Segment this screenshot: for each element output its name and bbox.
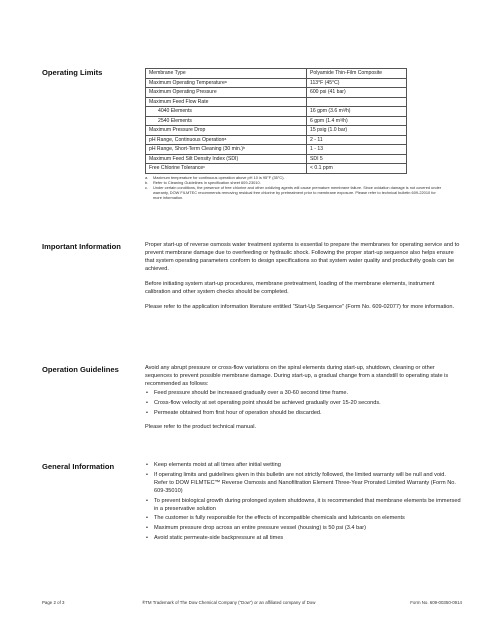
operating-limits-body (145, 68, 461, 200)
spec-value: 15 psig (1.0 bar) (307, 126, 407, 136)
bullet-icon: • (146, 471, 148, 478)
spec-value: 2 - 11 (307, 135, 407, 145)
spec-row (146, 135, 407, 145)
spec-value: 600 psi (41 bar) (307, 88, 407, 98)
spec-label: Maximum Operating Temperatureᵃ (146, 78, 307, 88)
footnote-label: c. (145, 184, 149, 190)
paragraph: Before initiating system start-up procedures, membrane pretreatment, loading of the membrane elements, instrument calibration and other system checks should be completed. (145, 281, 435, 296)
spec-value: < 0.1 ppm (307, 164, 407, 174)
operation-guidelines-heading: Operation Guidelines (42, 365, 119, 374)
page-number: Page 2 of 3 (42, 600, 65, 605)
spec-label: Maximum Operating Pressure (146, 88, 307, 98)
spec-value: Polyamide Thin-Film Composite (307, 69, 407, 79)
important-information-heading: Important Information (42, 242, 121, 251)
list-item-text: The customer is fully responsible for the effects of incompatible chemicals and lubricants on elements (154, 515, 405, 522)
list-item (145, 400, 461, 408)
footnote-label: b. (145, 179, 149, 185)
list-item-text: Cross-flow velocity at set operating point should be achieved gradually over 15-20 seconds. (154, 399, 381, 406)
spec-label: Maximum Pressure Drop (146, 126, 307, 136)
footnote-text: Under certain conditions, the presence of free chlorine and other oxidizing agents will cause premature membrane failure. Since oxidation damage is not covered under warranty, DOW FILMTEC recommends removing residual free chlorine by pretreatment prior to membrane exposure. Please refer to technical bulletin 609-22010 for more information. (153, 184, 442, 200)
bullet-icon: • (146, 535, 148, 542)
operating-limits-table (145, 68, 407, 174)
spec-label: Membrane Type (146, 69, 307, 79)
spec-row (146, 164, 407, 174)
spec-row (146, 88, 407, 98)
list-item-text: Permeate obtained from first hour of operation should be discarded. (154, 409, 322, 416)
list-item-text: Avoid static permeate-side backpressure at all times (154, 535, 284, 542)
spec-label: Free Chlorine Toleranceᶜ (146, 164, 307, 174)
list-item (145, 390, 461, 398)
list-item (145, 472, 461, 496)
bullet-icon: • (146, 497, 148, 504)
spec-label: 2540 Elements (146, 116, 307, 126)
list-item-text: Feed pressure should be increased gradually over a 30-60 second time frame. (154, 389, 349, 396)
page-footer (42, 600, 462, 608)
spec-row (146, 116, 407, 126)
bullet-icon: • (146, 462, 148, 468)
paragraph: Please refer to the product technical manual. (145, 424, 257, 431)
important-information-body (145, 242, 461, 320)
list-item-text: If operating limits and guidelines given in this bulletin are not strictly followed, the limited warranty will be null and void. Refer to DOW FILMTEC™ Reverse Osmosis and Nanofiltration Element Three-Year Prorated Limited Warranty (Form No. 609-35010) (154, 471, 456, 494)
general-information-list (145, 462, 461, 543)
list-item-text: Keep elements moist at all times after initial wetting (154, 462, 281, 468)
paragraph: Please refer to the application information literature entitled “Start-Up Sequence” (Form No. 609-02077) for more information. (145, 304, 455, 311)
footnote-text: Refer to Cleaning Guidelines in specification sheet 609-23010. (153, 179, 261, 185)
list-item (145, 410, 461, 418)
spec-value: 16 gpm (3.6 m³/h) (307, 107, 407, 117)
list-item-text: Maximum pressure drop across an entire pressure vessel (housing) is 50 psi (3.4 bar) (154, 525, 367, 532)
spec-row (146, 145, 407, 155)
paragraph: Proper start-up of reverse osmosis water treatment systems is essential to prepare the membranes for operating service and to prevent membrane damage due to overfeeding or hydraulic shock. Following the proper start-up sequence also helps ensure that system operating parameters conform to design specifications so that system water quality and productivity goals can be achieved. (145, 242, 460, 272)
general-information-heading: General Information (42, 462, 115, 471)
bullet-icon: • (146, 515, 148, 522)
spec-label: 4040 Elements (146, 107, 307, 117)
list-item-text: To prevent biological growth during prolonged system shutdowns, it is recommended that membrane elements be immersed in a preservative solution (154, 497, 461, 512)
bullet-icon: • (146, 409, 148, 416)
spec-row (146, 107, 407, 117)
footnote (145, 185, 445, 200)
spec-row (146, 69, 407, 79)
list-item (145, 535, 461, 543)
spec-value: 1 - 13 (307, 145, 407, 155)
bullet-icon: • (146, 525, 148, 532)
operation-guidelines-list (145, 390, 461, 418)
list-item (145, 498, 461, 514)
spec-label: pH Range, Short-Term Cleaning (30 min.)ᵇ (146, 145, 307, 155)
table-footnotes (145, 175, 445, 200)
spec-value: 6 gpm (1.4 m³/h) (307, 116, 407, 126)
list-item (145, 515, 461, 523)
operation-guidelines-body (145, 365, 461, 440)
form-number: Form No. 609-00350-0914 (410, 600, 462, 605)
operating-limits-heading: Operating Limits (42, 68, 103, 77)
spec-value: 113°F (45°C) (307, 78, 407, 88)
spec-row (146, 97, 407, 107)
spec-label: Maximum Feed Flow Rate (146, 97, 307, 107)
bullet-icon: • (146, 399, 148, 406)
spec-value: SDI 5 (307, 154, 407, 164)
list-item (145, 462, 461, 470)
spec-label: Maximum Feed Silt Density Index (SDI) (146, 154, 307, 164)
spec-value (307, 97, 407, 107)
footnote-label: a. (145, 174, 149, 180)
list-item (145, 525, 461, 533)
general-information-body (145, 462, 461, 545)
trademark-notice: ®TM Trademark of The Dow Chemical Company (“Dow”) or an affiliated company of Dow (142, 600, 316, 605)
bullet-icon: • (146, 389, 148, 396)
footnote-text: Maximum temperature for continuous operation above pH 10 is 95°F (35°C). (153, 174, 285, 180)
spec-label: pH Range, Continuous Operationᵃ (146, 135, 307, 145)
spec-row (146, 78, 407, 88)
spec-row (146, 154, 407, 164)
paragraph: Avoid any abrupt pressure or cross-flow variations on the spiral elements during start-up, shutdown, cleaning or other sequences to prevent possible membrane damage. During start-up, a gradual change from a standstill to operating state is recommended as follows: (145, 365, 449, 387)
spec-row (146, 126, 407, 136)
